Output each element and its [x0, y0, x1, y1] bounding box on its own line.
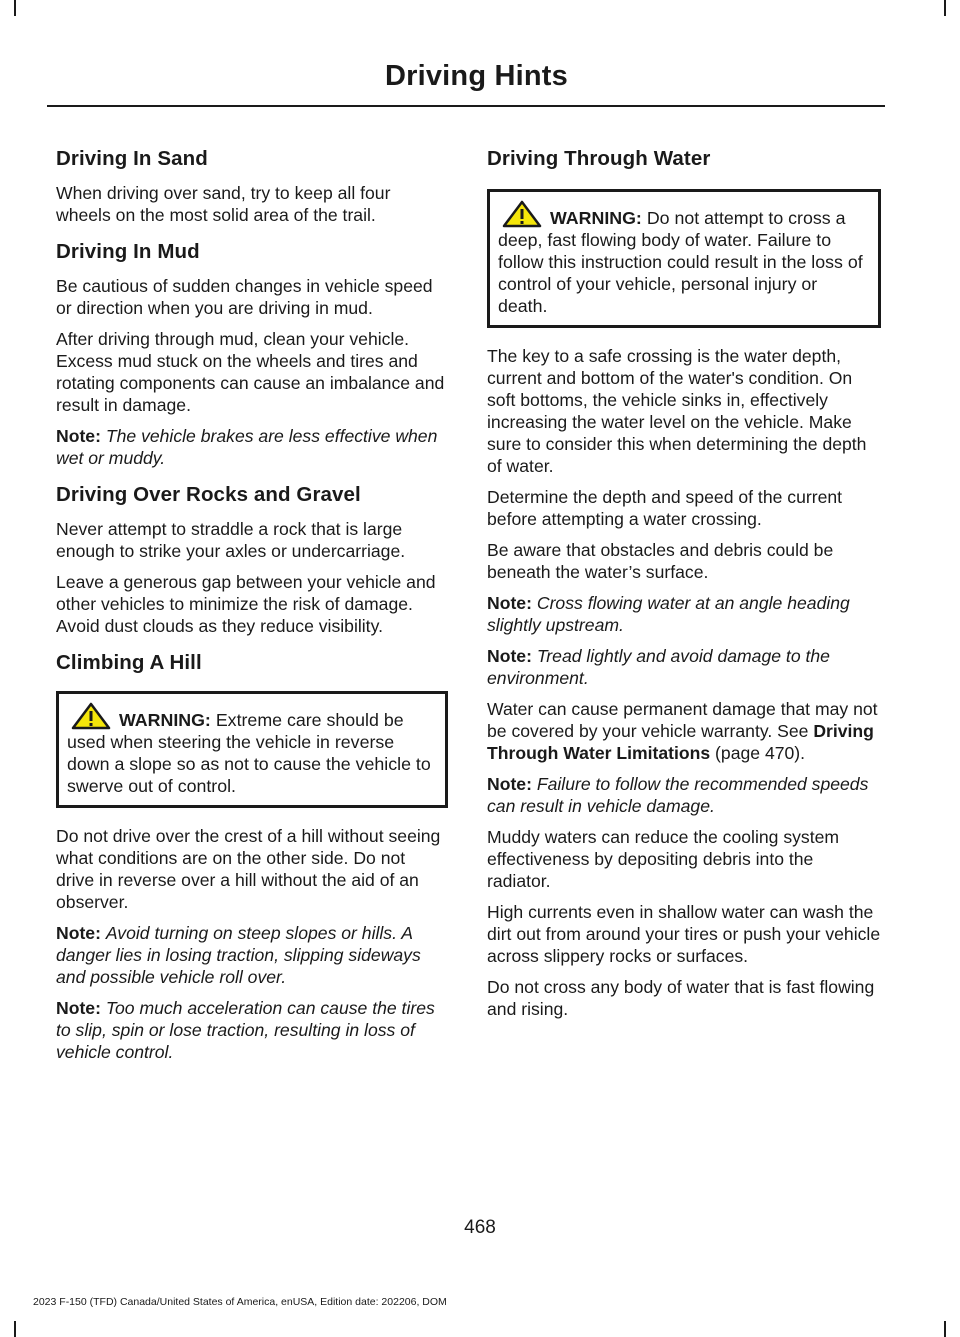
crop-mark-bottom-left	[14, 1321, 16, 1337]
left-column	[56, 145, 448, 1072]
note-text: Too much acceleration can cause the tires to slip, spin or lose traction, resulting in loss of vehicle control.	[56, 998, 435, 1062]
water-warning-box	[487, 189, 881, 328]
right-column	[487, 145, 881, 1029]
page-title: Driving Hints	[384, 60, 568, 92]
heading-rocks-gravel: Driving Over Rocks and Gravel	[56, 483, 361, 506]
warning-triangle-icon	[71, 702, 111, 730]
mud-note	[56, 425, 448, 469]
page-reference: (page 470).	[710, 743, 806, 763]
heading-driving-in-sand: Driving In Sand	[56, 147, 208, 170]
hill-warning-box	[56, 691, 448, 808]
crop-mark-top-left	[14, 0, 16, 16]
note-label: Note:	[56, 426, 101, 446]
hill-note-2	[56, 997, 448, 1063]
note-text: Avoid turning on steep slopes or hills. A danger lies in losing traction, slipping sideways and possible vehicle roll over.	[56, 923, 421, 987]
warning-label: WARNING:	[550, 208, 642, 228]
note-label: Note:	[487, 646, 532, 666]
note-label: Note:	[56, 998, 101, 1018]
sand-paragraph: When driving over sand, try to keep all four wheels on the most solid area of the trail.	[56, 183, 391, 225]
note-label: Note:	[56, 923, 101, 943]
heading-driving-through-water: Driving Through Water	[487, 147, 711, 170]
header-divider	[47, 105, 885, 107]
hill-paragraph-1: Do not drive over the crest of a hill without seeing what conditions are on the other side. Do not drive in reverse over a hill without the aid of an observer.	[56, 826, 441, 912]
water-paragraph-6: High currents even in shallow water can wash the dirt out from around your tires or push your vehicle across slippery rocks or surfaces.	[487, 902, 881, 966]
water-note-3	[487, 773, 881, 817]
mud-paragraph-2: After driving through mud, clean your vehicle. Excess mud stuck on the wheels and tires and rotating components can cause an imbalance and result in damage.	[56, 329, 445, 415]
warning-text: Do not attempt to cross a deep, fast flowing body of water. Failure to follow this instruction could result in the loss of control of your vehicle, personal injury or death.	[498, 208, 863, 316]
water-warning	[498, 200, 871, 317]
note-text: Cross flowing water at an angle heading slightly upstream.	[487, 593, 850, 635]
mud-paragraph-1: Be cautious of sudden changes in vehicle speed or direction when you are driving in mud.	[56, 276, 433, 318]
water-paragraph-7: Do not cross any body of water that is fast flowing and rising.	[487, 977, 875, 1019]
cross-reference-link[interactable]: Driving Through Water Limitations	[487, 721, 874, 763]
water-note-2	[487, 645, 881, 689]
warranty-text: Water can cause permanent damage that may not be covered by your vehicle warranty. See	[487, 699, 878, 741]
heading-climbing-hill: Climbing A Hill	[56, 651, 202, 674]
warning-label: WARNING:	[119, 710, 211, 730]
note-text: Tread lightly and avoid damage to the environment.	[487, 646, 830, 688]
note-label: Note:	[487, 593, 532, 613]
hill-warning	[67, 702, 438, 797]
warning-text: Extreme care should be used when steering the vehicle in reverse down a slope so as not to cause the vehicle to swerve out of control.	[67, 710, 431, 796]
water-note-1	[487, 592, 881, 636]
rocks-paragraph-1: Never attempt to straddle a rock that is large enough to strike your axles or undercarriage.	[56, 519, 406, 561]
water-paragraph-4	[487, 698, 881, 764]
footer-edition: 2023 F-150 (TFD) Canada/United States of America, enUSA, Edition date: 202206, DOM	[33, 1296, 447, 1308]
hill-note-1	[56, 922, 448, 988]
note-label: Note:	[487, 774, 532, 794]
water-paragraph-1: The key to a safe crossing is the water depth, current and bottom of the water's condition. On soft bottoms, the vehicle sinks in, effectively increasing the water level on the vehicle. Make sure to consider this when determining the depth of water.	[487, 346, 867, 476]
crop-mark-top-right	[944, 0, 946, 16]
note-text: Failure to follow the recommended speeds can result in vehicle damage.	[487, 774, 869, 816]
warning-triangle-icon	[502, 200, 542, 228]
water-paragraph-3: Be aware that obstacles and debris could be beneath the water’s surface.	[487, 540, 834, 582]
water-paragraph-5: Muddy waters can reduce the cooling system effectiveness by depositing debris into the radiator.	[487, 827, 840, 891]
note-text: The vehicle brakes are less effective when wet or muddy.	[56, 426, 438, 468]
page-number: 468	[464, 1217, 496, 1238]
crop-mark-bottom-right	[944, 1321, 946, 1337]
heading-driving-in-mud: Driving In Mud	[56, 240, 200, 263]
water-paragraph-2: Determine the depth and speed of the current before attempting a water crossing.	[487, 487, 843, 529]
rocks-paragraph-2: Leave a generous gap between your vehicle and other vehicles to minimize the risk of damage. Avoid dust clouds as they reduce visibility.	[56, 572, 436, 636]
